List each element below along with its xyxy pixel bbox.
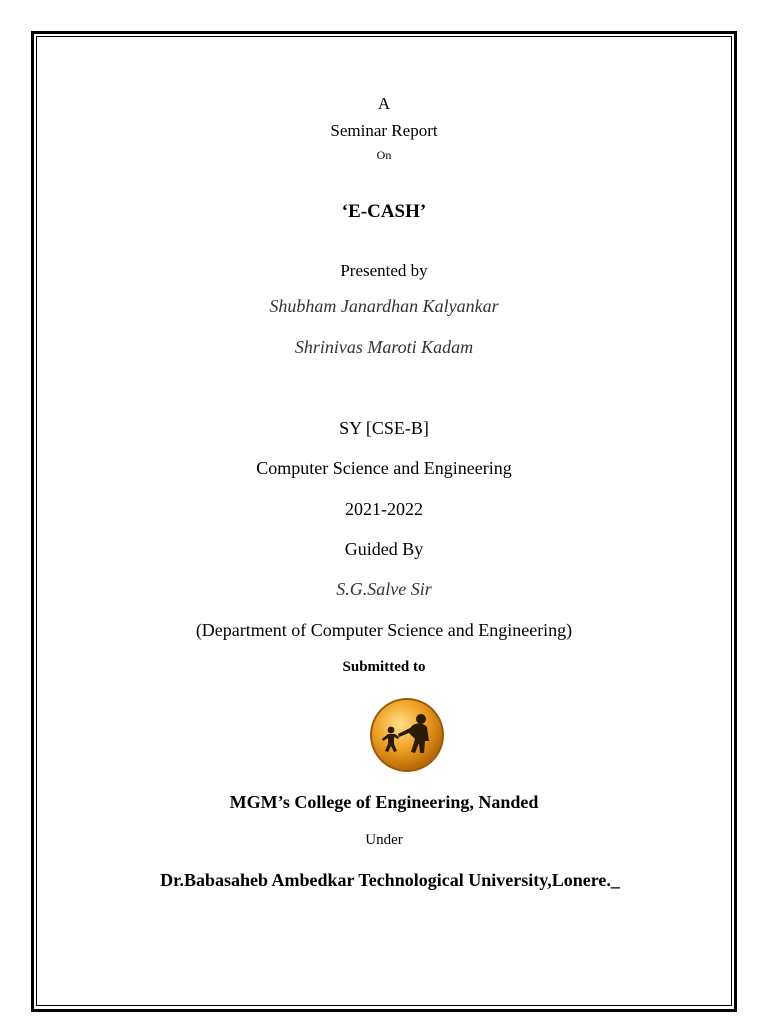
academic-year: 2021-2022 [345,499,423,519]
report-type: Seminar Report [330,121,438,140]
submitted-to-label: Submitted to [342,659,426,675]
under-label: Under [365,832,403,848]
author-name: Shubham Janardhan Kalyankar [269,296,499,316]
page-border-inner [36,36,732,1006]
presented-by-label: Presented by [340,261,428,280]
class-label: SY [CSE-B] [339,418,429,438]
department-label: (Department of Computer Science and Engineering) [195,620,573,640]
report-article: A [377,94,391,113]
report-on: On [376,148,392,162]
report-title: ‘E-CASH’ [341,201,427,222]
college-emblem-icon [369,697,445,773]
branch-label: Computer Science and Engineering [256,458,512,478]
guide-name: S.G.Salve Sir [336,579,432,599]
guided-by-label: Guided By [344,539,424,559]
college-name: MGM’s College of Engineering, Nanded [229,792,539,812]
author-name: Shrinivas Maroti Kadam [294,337,474,357]
university-name: Dr.Babasaheb Ambedkar Technological University,Lonere._ [160,870,620,890]
